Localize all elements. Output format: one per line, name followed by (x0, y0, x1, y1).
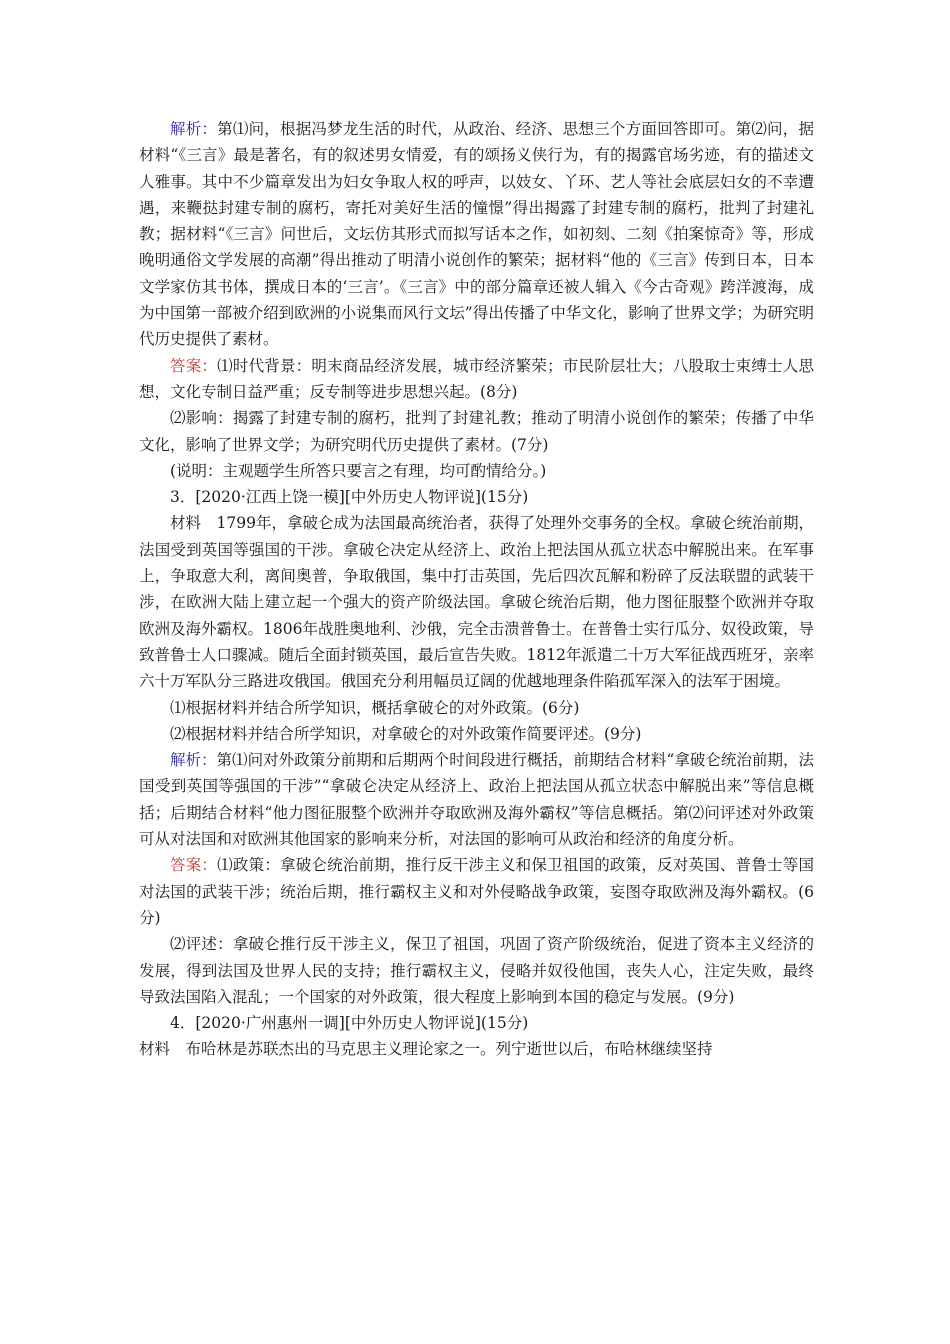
q3-question-2: ⑵根据材料并结合所学知识，对拿破仑的对外政策作简要评述。(9分) (170, 724, 642, 743)
answer-label: 答案： (170, 356, 218, 375)
q2-analysis-text: 第⑴问，根据冯梦龙生活的时代，从政治、经济、思想三个方面回答即可。第⑵问，据材料“《三言》最是著名，有的叙述男女情爱，有的颂扬义侠行为，有的揭露官场劣迹，有的描述文人雅事。其中不少篇章发出为妇女争取人权的呼声，以妓女、丫环、艺人等社会底层妇女的不幸遭遇，来鞭挞封建专制的腐朽，寄托对美好生活的憧憬”得出揭露了封建专制的腐朽，批判了封建礼教；据材料“《三言》问世后，文坛仿其形式而拟写话本之作，如初刻、二刻《拍案惊奇》等，形成晚明通俗文学发展的高潮”得出推动了明清小说创作的繁荣；据材料“他的《三言》传到日本，日本文学家仿其书体，撰成日本的‘三言’。《三言》中的部分篇章还被人辑入《今古奇观》跨洋渡海，成为中国第一部被介绍到欧洲的小说集而风行文坛”得出传播了中华文化，影响了世界文学；为研究明代历史提供了素材。 (139, 120, 814, 349)
q3-analysis (139, 747, 814, 852)
analysis-label: 解析： (170, 120, 218, 138)
q3-answer-1 (139, 852, 814, 931)
answer-label: 答案： (170, 856, 218, 875)
q4-header: 4．[2020·广州惠州一调][中外历史人物评说](15分) (170, 1014, 529, 1033)
q4-material: 材料 布哈林是苏联杰出的马克思主义理论家之一。列宁逝世以后，布哈林继续坚持 (139, 1040, 713, 1059)
q2-answer-2: ⑵影响：揭露了封建专制的腐朽，批判了封建礼教；推动了明清小说创作的繁荣；传播了中华文化，影响了世界文学；为研究明代历史提供了素材。(7分) (139, 409, 814, 454)
q2-answer-1 (139, 353, 814, 406)
q3-question-1: ⑴根据材料并结合所学知识，概括拿破仑的对外政策。(6分) (170, 698, 580, 717)
q3-header: 3．[2020·江西上饶一模][中外历史人物评说](15分) (170, 488, 529, 507)
q2-answer-1-text: ⑴时代背景：明末商品经济发展，城市经济繁荣；市民阶层壮大；八股取士束缚士人思想，文化专制日益严重；反专制等进步思想兴起。(8分) (139, 356, 814, 401)
document-page (139, 116, 814, 1063)
analysis-label: 解析： (170, 751, 217, 770)
q2-analysis (139, 116, 814, 353)
q3-answer-2: ⑵评述：拿破仑推行反干涉主义，保卫了祖国，巩固了资产阶级统治，促进了资本主义经济的发展，得到法国及世界人民的支持；推行霸权主义，侵略并奴役他国，丧失人心，注定失败，最终导致法国陷入混乱；一个国家的对外政策，很大程度上影响到本国的稳定与发展。(9分) (139, 935, 814, 1006)
q2-note: (说明：主观题学生所答只要言之有理，均可酌情给分。) (170, 461, 547, 480)
q3-analysis-text: 第⑴问对外政策分前期和后期两个时间段进行概括，前期结合材料“拿破仑统治前期，法国受到英国等强国的干涉”“拿破仑决定从经济上、政治上把法国从孤立状态中解脱出来”等信息概括；后期结合材料“他力图征服整个欧洲并夺取欧洲及海外霸权”等信息概括。第⑵问评述对外政策可从对法国和对欧洲其他国家的影响来分析，对法国的影响可从政治和经济的角度分析。 (139, 751, 814, 849)
q3-answer-1-text: ⑴政策：拿破仑统治前期，推行反干涉主义和保卫祖国的政策，反对英国、普鲁士等国对法国的武装干涉；统治后期，推行霸权主义和对外侵略战争政策，妄图夺取欧洲及海外霸权。(6分) (139, 856, 814, 927)
q3-material: 材料 1799年，拿破仑成为法国最高统治者，获得了处理外交事务的全权。拿破仑统治前期，法国受到英国等强国的干涉。拿破仑决定从经济上、政治上把法国从孤立状态中解脱出来。在军事上，争取意大利，离间奥普，争取俄国，集中打击英国，先后四次瓦解和粉碎了反法联盟的武装干涉，在欧洲大陆上建立起一个强大的资产阶级法国。拿破仑统治后期，他力图征服整个欧洲并夺取欧洲及海外霸权。1806年战胜奥地利、沙俄，完全击溃普鲁士。在普鲁士实行瓜分、奴役政策，导致普鲁士人口骤减。随后全面封锁英国，最后宣告失败。1812年派遣二十万大军征战西班牙，亲率六十万军队分三路进攻俄国。俄国充分利用幅员辽阔的优越地理条件陷孤军深入的法军于困境。 (139, 514, 814, 691)
